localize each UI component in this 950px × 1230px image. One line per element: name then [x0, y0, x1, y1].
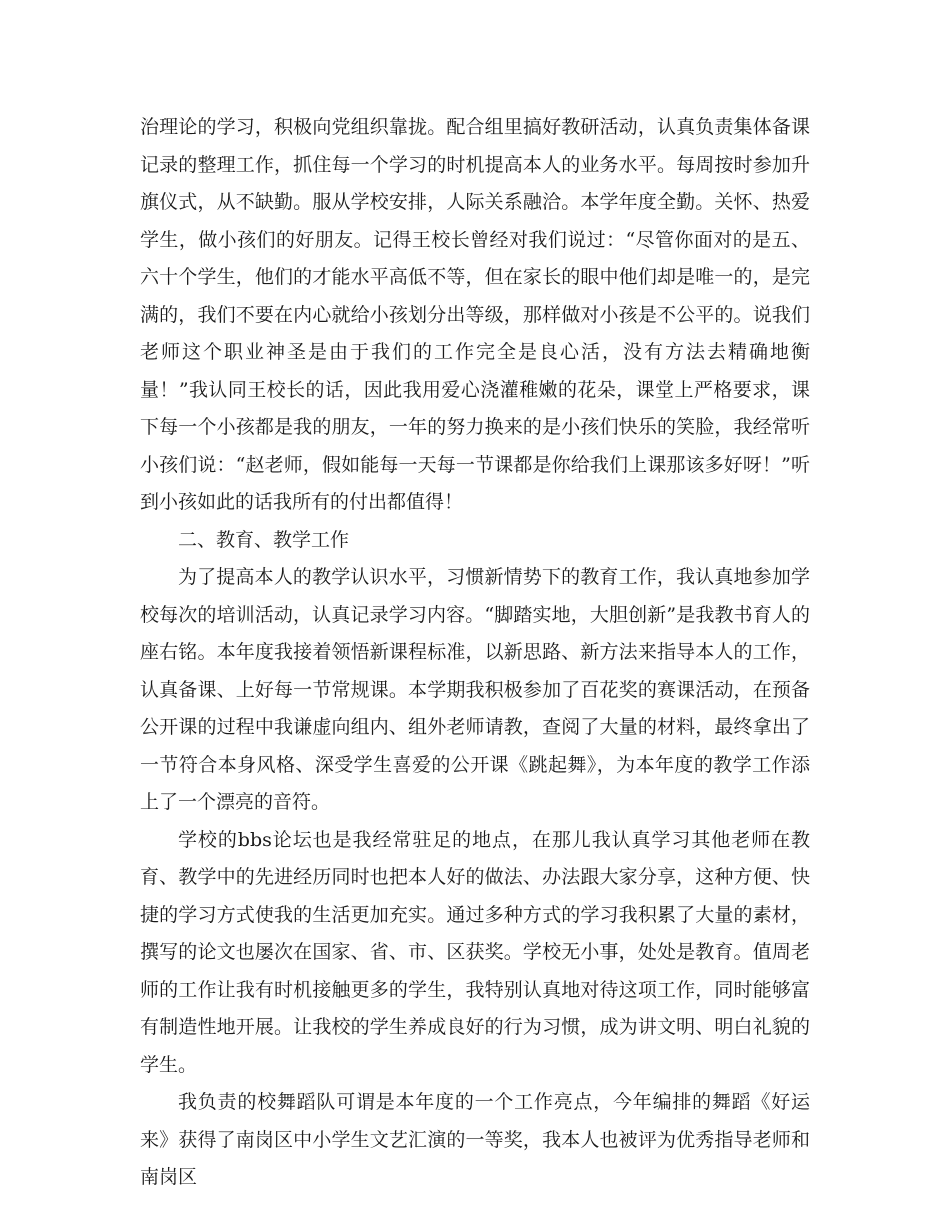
- paragraph-teaching-work: 为了提高本人的教学认识水平，习惯新情势下的教育工作，我认真地参加学校每次的培训活动，认真记录学习内容。“脚踏实地，大胆创新”是我教书育人的座右铭。本年度我接着领悟新课程标准，以新思路、新方法来指导本人的工作，认真备课、上好每一节常规课。本学期我积极参加了百花奖的赛课活动，在预备公开课的过程中我谦虚向组内、组外老师请教，查阅了大量的材料，最终拿出了一节符合本身风格、深受学生喜爱的公开课《跳起舞》，为本年度的教学工作添上了一个漂亮的音符。: [140, 566, 810, 813]
- paragraph-dance-team: 我负责的校舞蹈队可谓是本年度的一个工作亮点，今年编排的舞蹈《好运来》获得了南岗区中小学生文艺汇演的一等奖，我本人也被评为优秀指导老师和南岗区: [140, 1091, 810, 1188]
- section-heading-education-teaching: 二、教育、教学工作: [178, 528, 350, 551]
- paragraph-political-study: 治理论的学习，积极向党组织靠拢。配合组里搞好教研活动，认真负责集体备课记录的整理工作，抓住每一个学习的时机提高本人的业务水平。每周按时参加升旗仪式，从不缺勤。服从学校安排，人际关系融洽。本学年度全勤。关怀、热爱学生，做小孩们的好朋友。记得王校长曾经对我们说过：“尽管你面对的是五、六十个学生，他们的才能水平高低不等，但在家长的眼中他们却是唯一的，是完满的，我们不要在内心就给小孩划分出等级，那样做对小孩是不公平的。说我们老师这个职业神圣是由于我们的工作完全是良心活，没有方法去精确地衡量！”我认同王校长的话，因此我用爱心浇灌稚嫩的花朵，课堂上严格要求，课下每一个小孩都是我的朋友，一年的努力换来的是小孩们快乐的笑脸，我经常听小孩们说：“赵老师，假如能每一天每一节课都是你给我们上课那该多好呀！”听到小孩如此的话我所有的付出都值得！: [140, 116, 810, 513]
- document-body: [140, 109, 810, 1197]
- paragraph-bbs-forum: 学校的bbs论坛也是我经常驻足的地点，在那儿我认真学习其他老师在教育、教学中的先进经历同时也把本人好的做法、办法跟大家分享，这种方便、快捷的学习方式使我的生活更加充实。通过多种方式的学习我积累了大量的素材，撰写的论文也屡次在国家、省、市、区获奖。学校无小事，处处是教育。值周老师的工作让我有时机接触更多的学生，我特别认真地对待这项工作，同时能够富有制造性地开展。让我校的学生养成良好的行为习惯，成为讲文明、明白礼貌的学生。: [140, 828, 810, 1076]
